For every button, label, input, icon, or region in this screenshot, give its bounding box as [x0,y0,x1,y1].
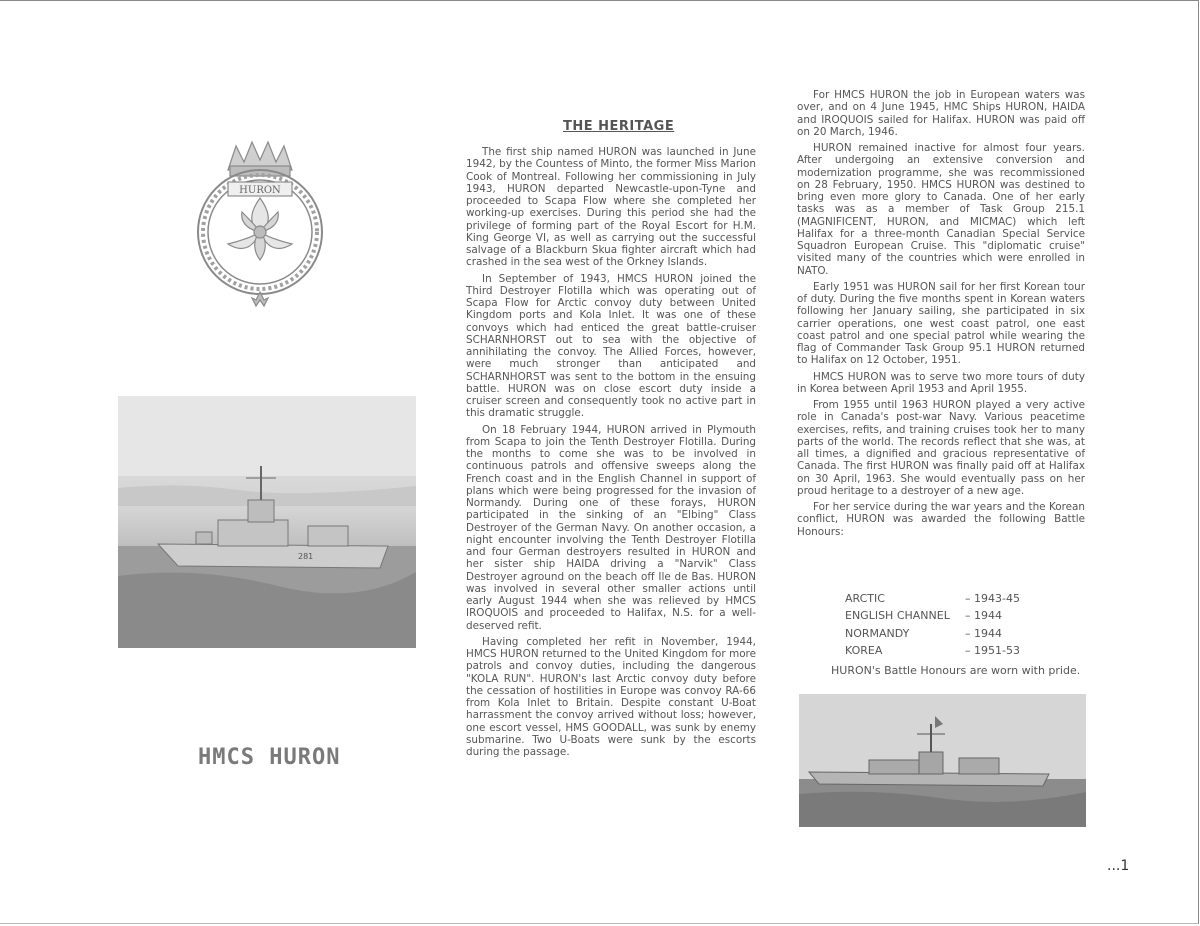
heritage-heading: THE HERITAGE [563,119,675,134]
paragraph: For HMCS HURON the job in European waters was over, and on 4 June 1945, HMC Ships HURON, HAIDA and IROQUOIS sailed for Halifax. HURON was paid off on 20 March, 1946. [797,89,1085,138]
heritage-column-right [797,89,1085,542]
battle-honour-name: NORMANDY [845,626,910,640]
heritage-column-left [466,146,756,762]
ship-photograph-underway [799,694,1086,827]
battle-honour-name: ARCTIC [845,592,885,605]
paragraph: On 18 February 1944, HURON arrived in Plymouth from Scapa to join the Tenth Destroyer Flotilla. During the months to come she was to be involved in continuous patrols and offensive sweeps along the French coast and in the English Channel in support of plans which were being progressed for the invasion of Normandy. During one of these forays, HURON participated in the sinking of an "Elbing" Class Destroyer of the German Navy. On another occasion, a night encounter involving the Tenth Destroyer Flotilla and four German destroyers resulted in HURON and her sister ship HAIDA driving a "Narvik" Class Destroyer aground on the beach off Ile de Bas. HURON was involved in several other smaller actions until early August 1944 when she was relieved by HMCS IROQUOIS and proceeded to Halifax, N.S. for a well-deserved refit. [466,423,756,632]
battle-honour-row [845,642,1085,659]
battle-honour-years: – 1944 [965,609,1002,623]
battle-honour-row [845,625,1085,642]
battle-honour-row [845,590,1085,607]
honours-footer: HURON's Battle Honours are worn with pride. [831,664,1081,677]
paragraph: In September of 1943, HMCS HURON joined the Third Destroyer Flotilla which was operating out of Scapa Flow for Arctic convoy duty between United Kingdom ports and Kola Inlet. It was one of these convoys which had enticed the great battle-cruiser SCHARNHORST out to sea with the objective of annihilating the convoy. The Allied Forces, however, were much stronger than anticipated and SCHARNHORST was sent to the bottom in the ensuing battle. HURON was on close escort duty inside a cruiser screen and consequently took no active part in this dramatic struggle. [466,272,756,420]
ship-crest [192,136,328,326]
paragraph: Early 1951 was HURON sail for her first Korean tour of duty. During the five months spent in Korean waters following her January sailing, she participated in six carrier operations, one west coast patrol, one east coast patrol and one special patrol while wearing the flag of Commander Task Group 95.1 HURON returned to Halifax on 12 October, 1951. [797,280,1085,367]
battle-honour-name: ENGLISH CHANNEL [845,609,950,623]
crest-name-label: HURON [239,185,281,196]
paragraph: For her service during the war years and the Korean conflict, HURON was awarded the following Battle Honours: [797,501,1085,538]
battle-honour-years: – 1944 [965,626,1002,640]
paragraph: The first ship named HURON was launched in June 1942, by the Countess of Minto, the former Miss Marion Cook of Montreal. Following her commissioning in July 1943, HURON departed Newcastle-upon-Tyne and proceeded to Scapa Flow where she completed her working-up exercises. During this period she had the privilege of forming part of the Royal Escort for H.M. King George VI, as well as carrying out the successful salvage of a Blackburn Skua fighter aircraft which had crashed in the sea west of the Orkney Islands. [466,146,756,269]
ship-photograph-broadside [118,396,416,648]
battle-honour-years: – 1943-45 [965,592,1020,605]
battle-honour-row [845,607,1085,624]
battle-honours-list [845,590,1085,659]
battle-honour-years: – 1951-53 [965,643,1020,657]
paragraph: From 1955 until 1963 HURON played a very active role in Canada's post-war Navy. Various peacetime exercises, refits, and training cruises took her to many parts of the world. The records reflect that she was, at all times, a dignified and gracious representative of Canada. The first HURON was finally paid off at Halifax on 30 April, 1963. She would eventually pass on her proud heritage to a destroyer of a new age. [797,399,1085,497]
page-number: ...1 [1107,858,1130,874]
paragraph: HMCS HURON was to serve two more tours of duty in Korea between April 1953 and April 1955. [797,370,1085,395]
page-title: HMCS HURON [198,745,341,770]
hull-number: 281 [298,552,314,561]
paragraph: Having completed her refit in November, 1944, HMCS HURON returned to the United Kingdom for more patrols and convoy duties, including the dangerous "KOLA RUN". HURON's last Arctic convoy duty before the cessation of hostilities in Europe was convoy RA-66 from Kola Inlet to Britain. Despite constant U-Boat harrassment the convoy arrived without loss; however, one escort vessel, HMS GOODALL, was sunk by enemy submarine. Two U-Boats were sunk by the escorts during the passage. [466,635,756,758]
paragraph: HURON remained inactive for almost four years. After undergoing an extensive conversion and modernization programme, she was recommissioned on 28 February, 1950. HMCS HURON was destined to bring even more glory to Canada. One of her early tasks was as a member of Task Group 215.1 (MAGNIFICENT, HURON, and MICMAC) which left Halifax for a three-month Canadian Special Service Squadron European Cruise. This "diplomatic cruise" visited many of the countries which were enrolled in NATO. [797,142,1085,277]
battle-honour-name: KOREA [845,643,883,657]
